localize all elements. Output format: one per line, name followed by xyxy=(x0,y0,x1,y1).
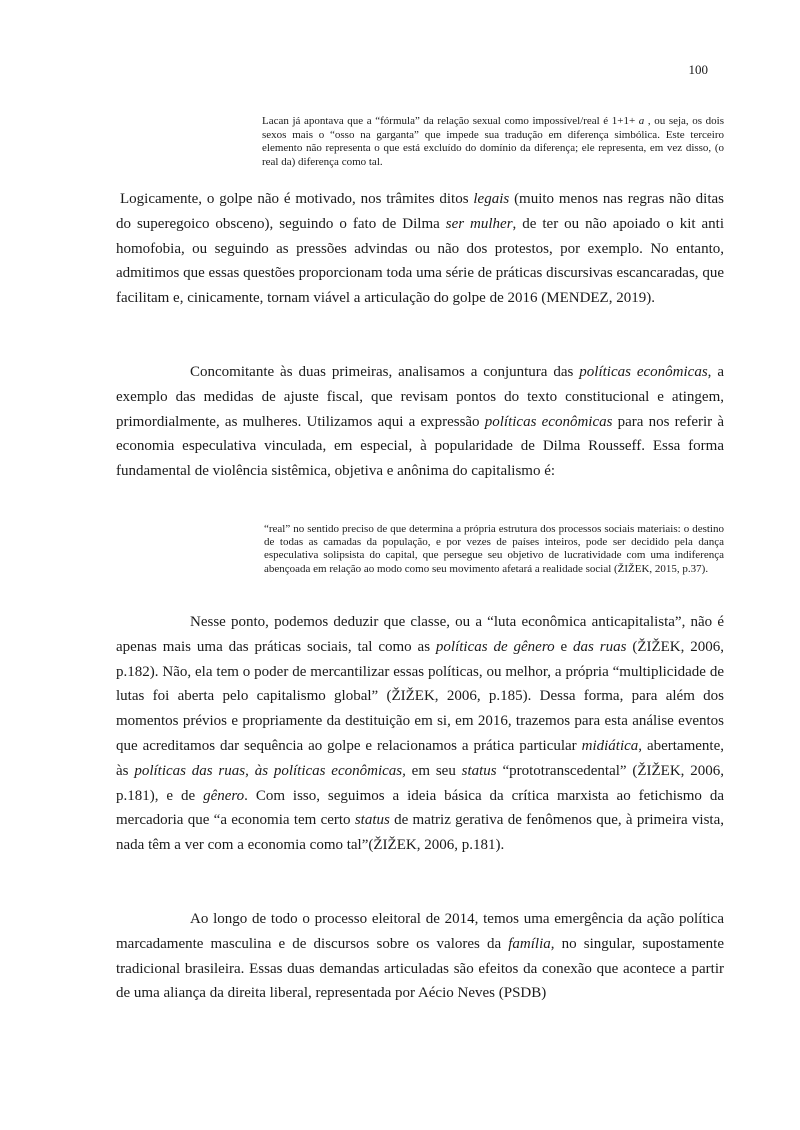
paragraph-processo-eleitoral: Ao longo de todo o processo eleitoral de 2014, temos uma emergência da ação política marcadamente masculina e de discursos sobre os valores da família, no singular, supostamente tradicional brasileira. Essas duas demandas articuladas são efeitos da conexão que acontece a partir de uma aliança da direita liberal, representada por Aécio Neves (PSDB) xyxy=(116,911,724,1002)
page-number: 100 xyxy=(688,62,708,77)
block-quote-lacan: Lacan já apontava que a “fórmula” da relação sexual como impossível/real é 1+1+ a , ou seja, os dois sexos mais o “osso na garganta” que impede sua tradução em diferença simbólica. Este terceiro elemento não representa o que está excluído do domínio da diferença; ele representa, em vez disso, (o real da) diferença como tal. xyxy=(262,115,724,168)
paragraph-politicas-economicas: Concomitante às duas primeiras, analisamos a conjuntura das políticas econômicas, a exemplo das medidas de ajuste fiscal, que revisam pontos do texto constitucional e atingem, primordialmente, as mulheres. Utilizamos aqui a expressão políticas econômicas para nos referir à economia especulativa vinculada, em especial, à popularidade de Dilma Rousseff. Essa forma fundamental de violência sistêmica, objetiva e anônima do capitalismo é: xyxy=(116,364,724,480)
paragraph-luta-economica: Nesse ponto, podemos deduzir que classe, ou a “luta econômica anticapitalista”, não é apenas mais uma das práticas sociais, tal como as políticas de gênero e das ruas (ŽIŽEK, 2006, p.182). Não, ela tem o poder de mercantilizar essas políticas, ou melhor, a própria “multiplicidade de lutas foi aberta pelo capitalismo global” (ŽIŽEK, 2006, p.185). Dessa forma, para além dos momentos prévios e propriamente da destituição em si, em 2016, trazemos para esta análise eventos que acreditamos dar sequência ao golpe e relacionamos a prática particular midiática, abertamente, às políticas das ruas, às políticas econômicas, em seu status “prototranscedental” (ŽIŽEK, 2006, p.181), e de gênero. Com isso, seguimos a ideia básica da crítica marxista ao fetichismo da mercadoria que “a economia tem certo status de matriz gerativa de fenômenos que, à primeira vista, nada têm a ver com a economia como tal”(ŽIŽEK, 2006, p.181). xyxy=(116,614,725,854)
block-quote-zizek: “real” no sentido preciso de que determina a própria estrutura dos processos sociais materiais: o destino de todas as camadas da população, e por vezes de países inteiros, pode ser decidido pela dança especulativa solipsista do capital, que persegue seu objetivo de lucratividade com uma indiferença abençoada em relação ao modo como seu movimento afetará a realidade social (ŽIŽEK, 2015, p.37). xyxy=(264,523,724,575)
paragraph-golpe: Logicamente, o golpe não é motivado, nos trâmites ditos legais (muito menos nas regras não ditas do superegoico obsceno), seguindo o fato de Dilma ser mulher, de ter ou não apoiado o kit anti homofobia, ou seguindo as pressões advindas ou não dos protestos, por exemplo. No entanto, admitimos que essas questões proporcionam toda uma série de práticas discursivas escancaradas, que facilitam e, cinicamente, tornam viável a articulação do golpe de 2016 (MENDEZ, 2019). xyxy=(116,191,724,307)
